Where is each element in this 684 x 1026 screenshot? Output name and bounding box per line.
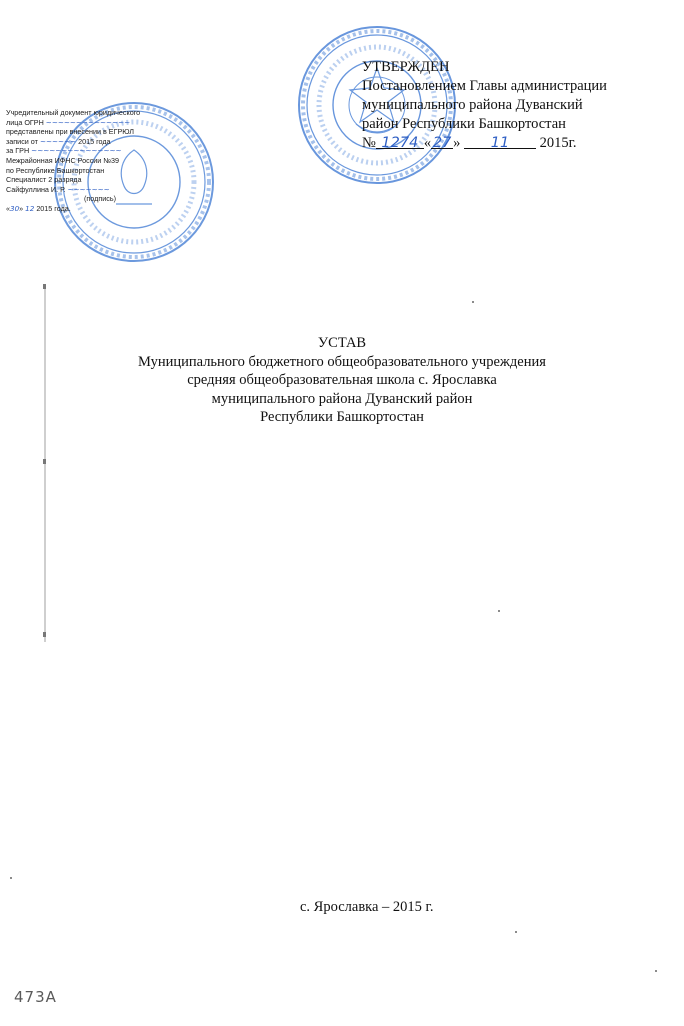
registration-line: записи от: [6, 136, 38, 146]
title-line: Республики Башкортостан: [260, 409, 424, 425]
registration-line: Учредительный документ юридического: [6, 108, 141, 117]
registration-line: Межрайонная ИФНС России №39: [6, 155, 120, 165]
document-title: УСТАВ: [317, 335, 367, 351]
scan-speck: [515, 931, 517, 933]
approval-line: муниципального района Дуванский: [362, 97, 583, 113]
registration-line: (подпись): [84, 194, 116, 204]
handwritten-entry: ~~~~~~: [39, 136, 77, 146]
approval-heading: УТВЕРЖДЕН: [362, 59, 450, 75]
title-line: муниципального района Дуванский район: [211, 390, 473, 407]
handwritten-day: 27: [432, 135, 452, 151]
approval-line: район Республики Башкортостан: [362, 116, 566, 132]
scan-speck: [472, 301, 474, 303]
approval-block: [362, 58, 662, 153]
registration-line: Сайфуллина И. Р.: [6, 184, 66, 194]
registration-line: 2015 года: [78, 136, 111, 146]
signature: ~~~~~~~: [67, 184, 110, 194]
title-line: средняя общеобразовательная школа с. Ярославка: [187, 372, 497, 388]
place-date: с. Ярославка – 2015 г.: [300, 899, 434, 915]
registration-note: [6, 108, 166, 214]
registration-line: «: [6, 203, 10, 213]
title-line: Муниципального бюджетного общеобразовательного учреждения: [138, 353, 546, 370]
handwritten-corner-note: 473А: [14, 988, 57, 1006]
quote-mark: «: [423, 135, 432, 151]
registration-line: за ГРН: [6, 146, 30, 156]
binding-mark: [43, 284, 46, 289]
binding-mark: [43, 632, 46, 637]
handwritten-entry: ~~~~~~~~~~~~~~~: [31, 146, 122, 156]
registration-line: лица ОГРН: [6, 117, 44, 127]
scan-speck: [498, 610, 500, 612]
handwritten-entry: ~~~~~~~~~~~~~~: [45, 117, 131, 127]
year-text: 2015г.: [539, 135, 577, 151]
scan-speck: [655, 970, 657, 972]
handwritten-day: 30: [10, 203, 20, 213]
scan-speck: [10, 877, 12, 879]
registration-line: по Республике Башкортостан: [6, 165, 105, 175]
registration-line: представлены при внесении в ЕГРЮЛ: [6, 127, 134, 137]
registration-line: 2015 года.: [36, 203, 71, 213]
registration-line: »: [19, 203, 24, 213]
document-title-block: [0, 334, 684, 427]
registration-line: Специалист 2 разряда: [6, 175, 82, 185]
handwritten-month: 11: [490, 135, 510, 151]
handwritten-number: 1274: [381, 135, 419, 151]
number-sign: №: [362, 135, 376, 151]
approval-number-line: [362, 134, 662, 153]
approval-line: Постановлением Главы администрации: [362, 78, 607, 94]
binding-mark: [43, 459, 46, 464]
quote-mark: »: [453, 135, 461, 151]
handwritten-month: 12: [25, 203, 35, 213]
